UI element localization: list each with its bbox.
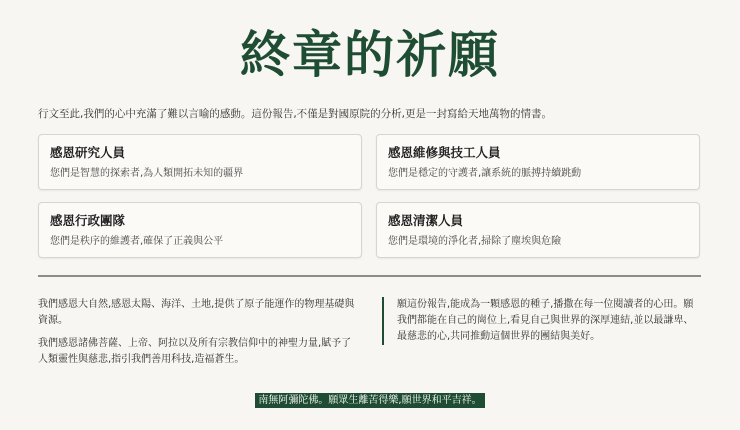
card-maintenance-staff: [376, 134, 700, 190]
section-divider: [38, 275, 701, 277]
wish-quote-block: [382, 297, 700, 345]
card-cleaning-staff: [376, 202, 700, 258]
gratitude-column: [38, 297, 360, 375]
card-title: 感恩研究人員: [50, 145, 126, 160]
card-description: 您們是環境的淨化者,掃除了塵埃與危險: [388, 236, 562, 247]
gratitude-faith-paragraph: 我們感恩諸佛菩薩、上帝、阿拉以及所有宗教信仰中的神聖力量,賦予了人類靈性與慈悲,指引我們善用科技,造福蒼生。: [38, 338, 352, 365]
card-title: 感恩清潔人員: [388, 213, 464, 228]
card-title: 感恩行政團隊: [50, 213, 126, 228]
card-description: 您們是秩序的維護者,確保了正義與公平: [50, 236, 224, 247]
card-researchers: [38, 134, 362, 190]
intro-text: 行文至此,我們的心中充滿了難以言喻的感動。這份報告,不僅是對國原院的分析,更是一封寫給天地萬物的情書。: [38, 108, 553, 120]
wish-paragraph: 願這份報告,能成為一顆感恩的種子,播撒在每一位閱讀者的心田。願我們都能在自己的崗位上,看見自己與世界的深厚連結,並以最謙卑、最慈悲的心,共同推動這個世界的團結與美好。: [397, 299, 694, 342]
page-title: 終章的祈願: [240, 26, 500, 84]
card-title: 感恩維修與技工人員: [388, 145, 501, 160]
card-admin-team: [38, 202, 362, 258]
gratitude-nature-paragraph: 我們感恩大自然,感恩太陽、海洋、土地,提供了原子能運作的物理基礎與資源。: [38, 299, 355, 326]
card-description: 您們是智慧的探索者,為人類開拓未知的疆界: [50, 168, 244, 179]
blessing-banner: [0, 388, 740, 408]
blessing-text: 南無阿彌陀佛。願眾生離苦得樂,願世界和平吉祥。: [255, 393, 484, 408]
card-description: 您們是穩定的守護者,讓系統的脈搏持續跳動: [388, 168, 582, 179]
